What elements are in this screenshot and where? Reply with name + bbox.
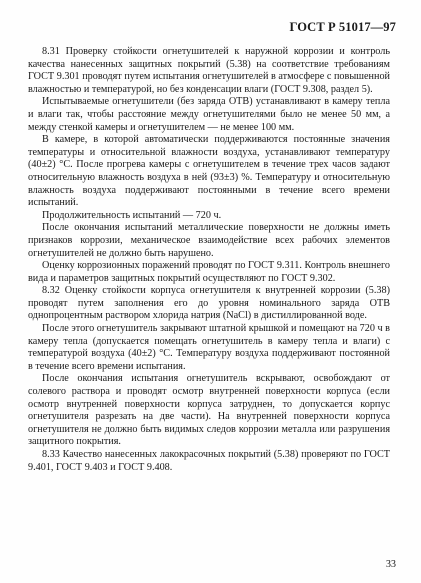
paragraph-corrosion-evaluation: Оценку коррозионных поражений проводят по ГОСТ 9.311. Контроль внешнего вида и параметров защитных покрытий осуществляют по ГОСТ 9.302. <box>28 260 390 284</box>
standard-header: ГОСТ Р 51017—97 <box>289 20 396 34</box>
paragraph-8-31: 8.31 Проверку стойкости огнетушителей к наружной коррозии и контроль качества нанесенных защитных покрытий (5.38) на соответствие требованиям ГОСТ 9.301 проводят путем испытания огнетушителей в атмосфере с повышенной влажностью и температурой, но без конденсации влаги (ГОСТ 9.308, раздел 5). <box>28 46 390 95</box>
paragraph-8-32: 8.32 Оценку стойкости корпуса огнетушителя к внутренней коррозии (5.38) проводят путем заполнения его до уровня номинального заряда ОТВ однопроцентным раствором хлорида натрия (NaCl) в дистиллированной воде. <box>28 285 390 322</box>
page-number: 33 <box>385 559 396 570</box>
document-body <box>28 46 390 474</box>
paragraph-inspection: После окончания испытания огнетушитель вскрывают, освобождают от солевого раствора и проводят осмотр внутренней поверхности корпуса (если осмотр внутренней поверхности корпуса затруднен, то допускается корпус огнетушителя разрезать на две части). На внутренней поверхности корпуса огнетушителя не должно быть видимых следов коррозии металла или разрушения защитного покрытия. <box>28 373 390 448</box>
paragraph-8-33: 8.33 Качество нанесенных лакокрасочных покрытий (5.38) проверяют по ГОСТ 9.401, ГОСТ 9.403 и ГОСТ 9.408. <box>28 449 390 473</box>
paragraph-test-duration: Продолжительность испытаний — 720 ч. <box>42 209 222 221</box>
paragraph-closing-heating: После этого огнетушитель закрывают штатной крышкой и помещают на 720 ч в камеру тепла (допускается помещать огнетушитель в камеру тепла и влаги) с температурой воздуха (40±2) °С. Температуру воздуха поддерживают постоянной в течение всего времени испытания. <box>28 323 390 372</box>
paragraph-chamber-conditions: В камере, в которой автоматически поддерживаются постоянные значения температуры и относительной влажности воздуха, устанавливают температуру (40±2) °С. После прогрева камеры с огнетушителем в течение трех часов задают относительную влажность воздуха в ней (93±3) %. Температуру и относительную влажность воздуха поддерживают постоянными в течение всего времени испытаний. <box>28 134 390 209</box>
paragraph-test-setup: Испытываемые огнетушители (без заряда ОТВ) устанавливают в камеру тепла и влаги так, чтобы расстояние между огнетушителями было не менее 50 мм, а между стенкой камеры и огнетушителем — не менее 100 мм. <box>28 96 390 133</box>
paragraph-after-test: После окончания испытаний металлические поверхности не должны иметь признаков коррозии, механическое взаимодействие всех рабочих элементов огнетушителей не должно быть нарушено. <box>28 222 390 259</box>
